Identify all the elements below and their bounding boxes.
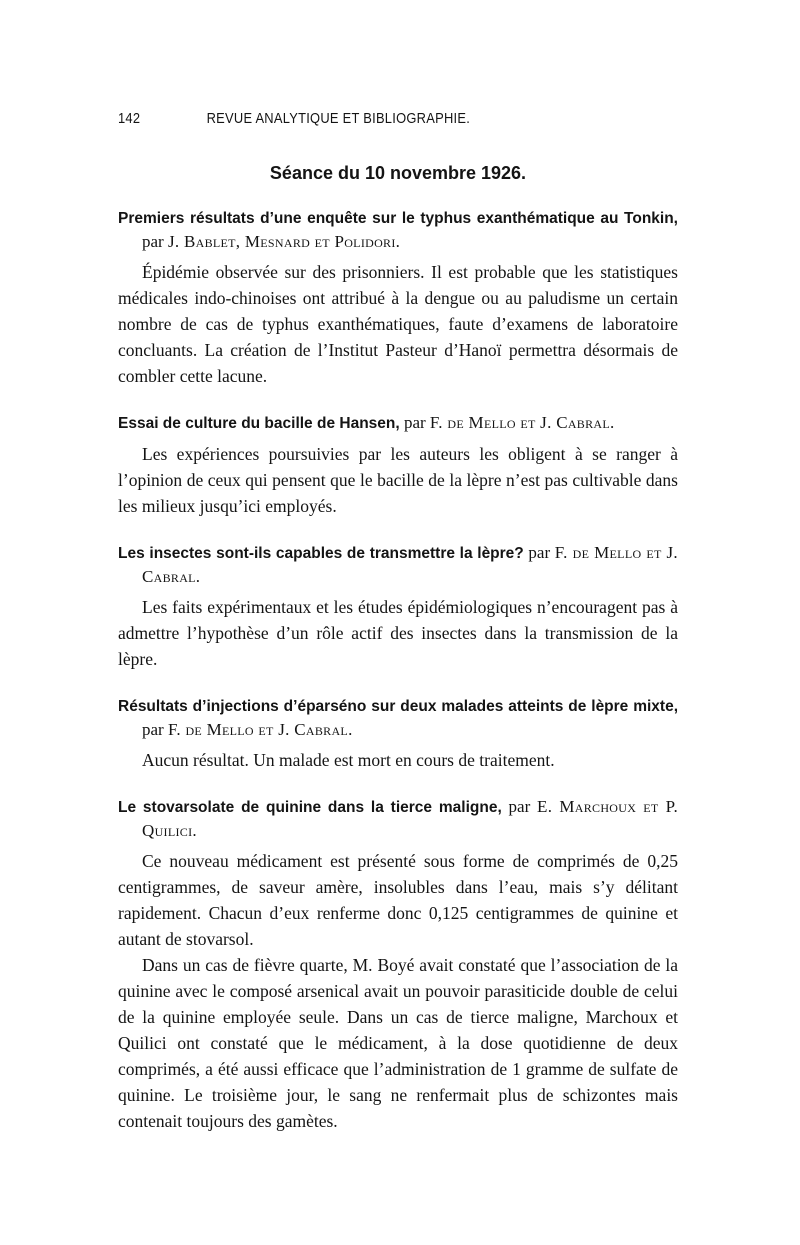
page-number: 142 — [118, 110, 141, 127]
article-hansen — [118, 411, 678, 519]
article-by: par — [508, 797, 531, 816]
article-title: Résultats d’injections d’éparséno sur deux malades atteints de lèpre mixte, — [118, 698, 678, 715]
article-title: Essai de culture du bacille de Hansen, — [118, 415, 400, 432]
journal-title: REVUE ANALYTIQUE ET BIBLIOGRAPHIE. — [206, 110, 471, 127]
article-authors: E. Marchoux et P. Quilici. — [142, 797, 679, 840]
article-paragraph: Ce nouveau médicament est présenté sous forme de comprimés de 0,25 centigrammes, de saveur amère, insolubles dans l’eau, mais s’y délitant rapidement. Chacun d’eux renferme donc 0,125 centigrammes de quinine et autant de stovarsol. — [118, 851, 678, 949]
article-heading — [118, 206, 678, 253]
article-heading — [118, 541, 678, 588]
article-heading — [118, 795, 678, 842]
article-paragraph: Les expériences poursuivies par les auteurs les obligent à se ranger à l’opinion de ceux qui pensent que le bacille de la lèpre n’est pas cultivable dans les milieux jusqu’ici employés. — [118, 444, 678, 516]
journal-page — [118, 110, 678, 1156]
article-authors: F. de Mello et J. Cabral. — [429, 413, 615, 432]
article-stovarsolate — [118, 795, 678, 1134]
article-typhus — [118, 206, 678, 389]
article-eparseno — [118, 694, 678, 773]
running-head — [118, 110, 678, 127]
article-by: par — [403, 413, 426, 432]
article-title: Les insectes sont-ils capables de transmettre la lèpre? — [118, 545, 524, 562]
article-authors: F. de Mello et J. Cabral. — [167, 720, 353, 739]
article-by: par — [528, 543, 551, 562]
article-by: par — [142, 720, 164, 739]
article-by: par — [142, 232, 164, 251]
article-heading — [118, 694, 678, 741]
article-paragraph: Les faits expérimentaux et les études épidémiologiques n’encouragent pas à admettre l’hypothèse d’un rôle actif des insectes dans la transmission de la lèpre. — [118, 597, 678, 669]
article-title: Le stovarsolate de quinine dans la tierce maligne, — [118, 799, 502, 816]
article-paragraph: Épidémie observée sur des prisonniers. Il est probable que les statistiques médicales indo-chinoises ont attribué à la dengue ou au paludisme un certain nombre de cas de typhus exanthématiques, faute d’examens de laboratoire concluants. La création de l’Institut Pasteur d’Hanoï permettra désormais de combler cette lacune. — [118, 262, 678, 386]
article-insectes — [118, 541, 678, 672]
session-title: Séance du 10 novembre 1926. — [269, 163, 527, 183]
article-heading — [118, 411, 678, 435]
article-authors: J. Bablet, Mesnard et Polidori. — [167, 232, 401, 251]
article-title: Premiers résultats d’une enquête sur le typhus exanthématique au Tonkin, — [118, 210, 678, 227]
article-paragraph: Aucun résultat. Un malade est mort en cours de traitement. — [142, 750, 555, 770]
article-paragraph: Dans un cas de fièvre quarte, M. Boyé avait constaté que l’association de la quinine avec le composé arsenical avait un pouvoir parasiticide double de celui de la quinine employée seule. Dans un cas de tierce maligne, Marchoux et Quilici ont constaté que le médicament, à la dose quotidienne de deux comprimés, a été aussi efficace que l’administration de 1 gramme de sulfate de quinine. Le troisième jour, le sang ne renfermait plus de schizontes mais contenait toujours des gamètes. — [118, 955, 678, 1131]
article-authors: F. de Mello et J. Cabral. — [142, 543, 678, 586]
